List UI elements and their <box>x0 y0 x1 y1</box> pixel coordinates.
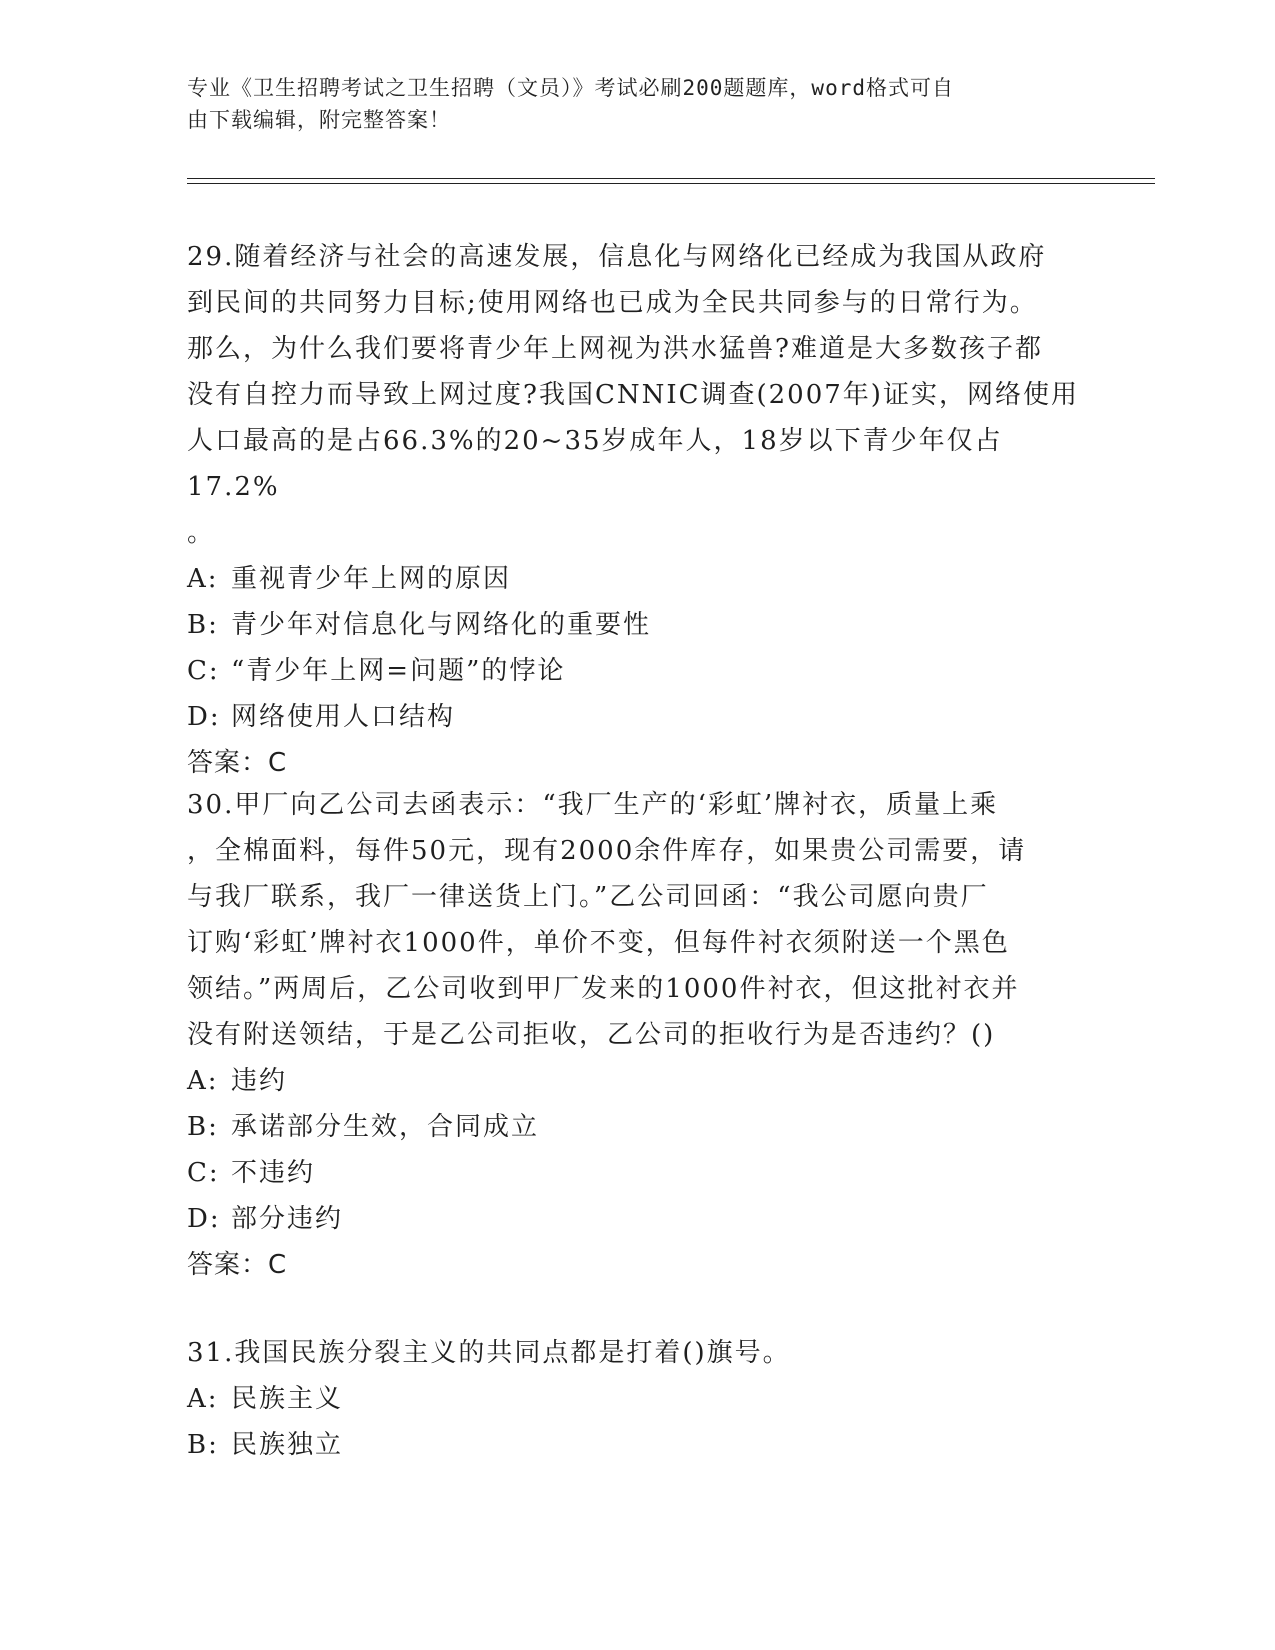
question-31 <box>187 1330 1087 1468</box>
option-letter: A: <box>187 564 219 594</box>
option-b <box>187 602 1087 648</box>
question-text-line: 31.我国民族分裂主义的共同点都是打着()旗号。 <box>187 1338 791 1368</box>
option-letter: B: <box>187 1430 219 1460</box>
document-header <box>187 72 1087 136</box>
option-text: 青少年对信息化与网络化的重要性 <box>231 610 652 640</box>
question-30 <box>187 782 1087 1288</box>
header-divider-bottom <box>187 183 1155 184</box>
option-a <box>187 556 1087 602</box>
option-text: 不违约 <box>231 1158 316 1188</box>
option-text: 违约 <box>231 1066 288 1096</box>
option-a <box>187 1058 1087 1104</box>
option-letter: C: <box>187 1158 220 1188</box>
option-d <box>187 694 1087 740</box>
question-text-line: 那么，为什么我们要将青少年上网视为洪水猛兽?难道是大多数孩子都 <box>187 334 1043 364</box>
option-text: 承诺部分生效，合同成立 <box>231 1112 540 1142</box>
question-text-line: 没有自控力而导致上网过度?我国CNNIC调查(2007年)证实，网络使用 <box>187 380 1079 410</box>
question-text-line: 领结。”两周后，乙公司收到甲厂发来的1000件衬衣，但这批衬衣并 <box>187 974 1020 1004</box>
option-text: 部分违约 <box>231 1204 344 1234</box>
option-letter: A: <box>187 1384 219 1414</box>
option-text: 民族主义 <box>231 1384 344 1414</box>
option-text: “青少年上网=问题”的悖论 <box>231 656 566 686</box>
option-c <box>187 648 1087 694</box>
question-text-line: 到民间的共同努力目标;使用网络也已成为全民共同参与的日常行为。 <box>187 288 1038 318</box>
header-divider-top <box>187 178 1155 179</box>
option-a <box>187 1376 1087 1422</box>
answer-line: 答案：C <box>187 748 288 778</box>
option-letter: B: <box>187 610 219 640</box>
question-text-line: 30.甲厂向乙公司去函表示：“我厂生产的‘彩虹’牌衬衣，质量上乘 <box>187 790 999 820</box>
option-b <box>187 1104 1087 1150</box>
option-letter: C: <box>187 656 220 686</box>
option-c <box>187 1150 1087 1196</box>
question-text-line: 订购‘彩虹’牌衬衣1000件，单价不变，但每件衬衣须附送一个黑色 <box>187 928 1010 958</box>
question-text-line: 29.随着经济与社会的高速发展，信息化与网络化已经成为我国从政府 <box>187 242 1047 272</box>
question-text-line: 。 <box>187 518 216 548</box>
option-letter: B: <box>187 1112 219 1142</box>
header-line-2: 由下载编辑，附完整答案！ <box>187 108 451 132</box>
question-text-line: 人口最高的是占66.3%的20~35岁成年人，18岁以下青少年仅占17.2% <box>187 426 1003 502</box>
question-text-line: 没有附送领结，于是乙公司拒收，乙公司的拒收行为是否违约？() <box>187 1020 996 1050</box>
option-text: 民族独立 <box>231 1430 344 1460</box>
header-line-1: 专业《卫生招聘考试之卫生招聘（文员）》考试必刷200题题库，word格式可自 <box>187 76 954 100</box>
option-letter: D: <box>187 702 221 732</box>
option-text: 网络使用人口结构 <box>231 702 456 732</box>
option-text: 重视青少年上网的原因 <box>231 564 512 594</box>
question-text-line: ，全棉面料，每件50元，现有2000余件库存，如果贵公司需要，请 <box>187 836 1027 866</box>
question-29 <box>187 234 1087 786</box>
option-letter: D: <box>187 1204 221 1234</box>
option-d <box>187 1196 1087 1242</box>
answer-line: 答案：C <box>187 1250 288 1280</box>
option-b <box>187 1422 1087 1468</box>
option-letter: A: <box>187 1066 219 1096</box>
question-text-line: 与我厂联系，我厂一律送货上门。”乙公司回函：“我公司愿向贵厂 <box>187 882 989 912</box>
